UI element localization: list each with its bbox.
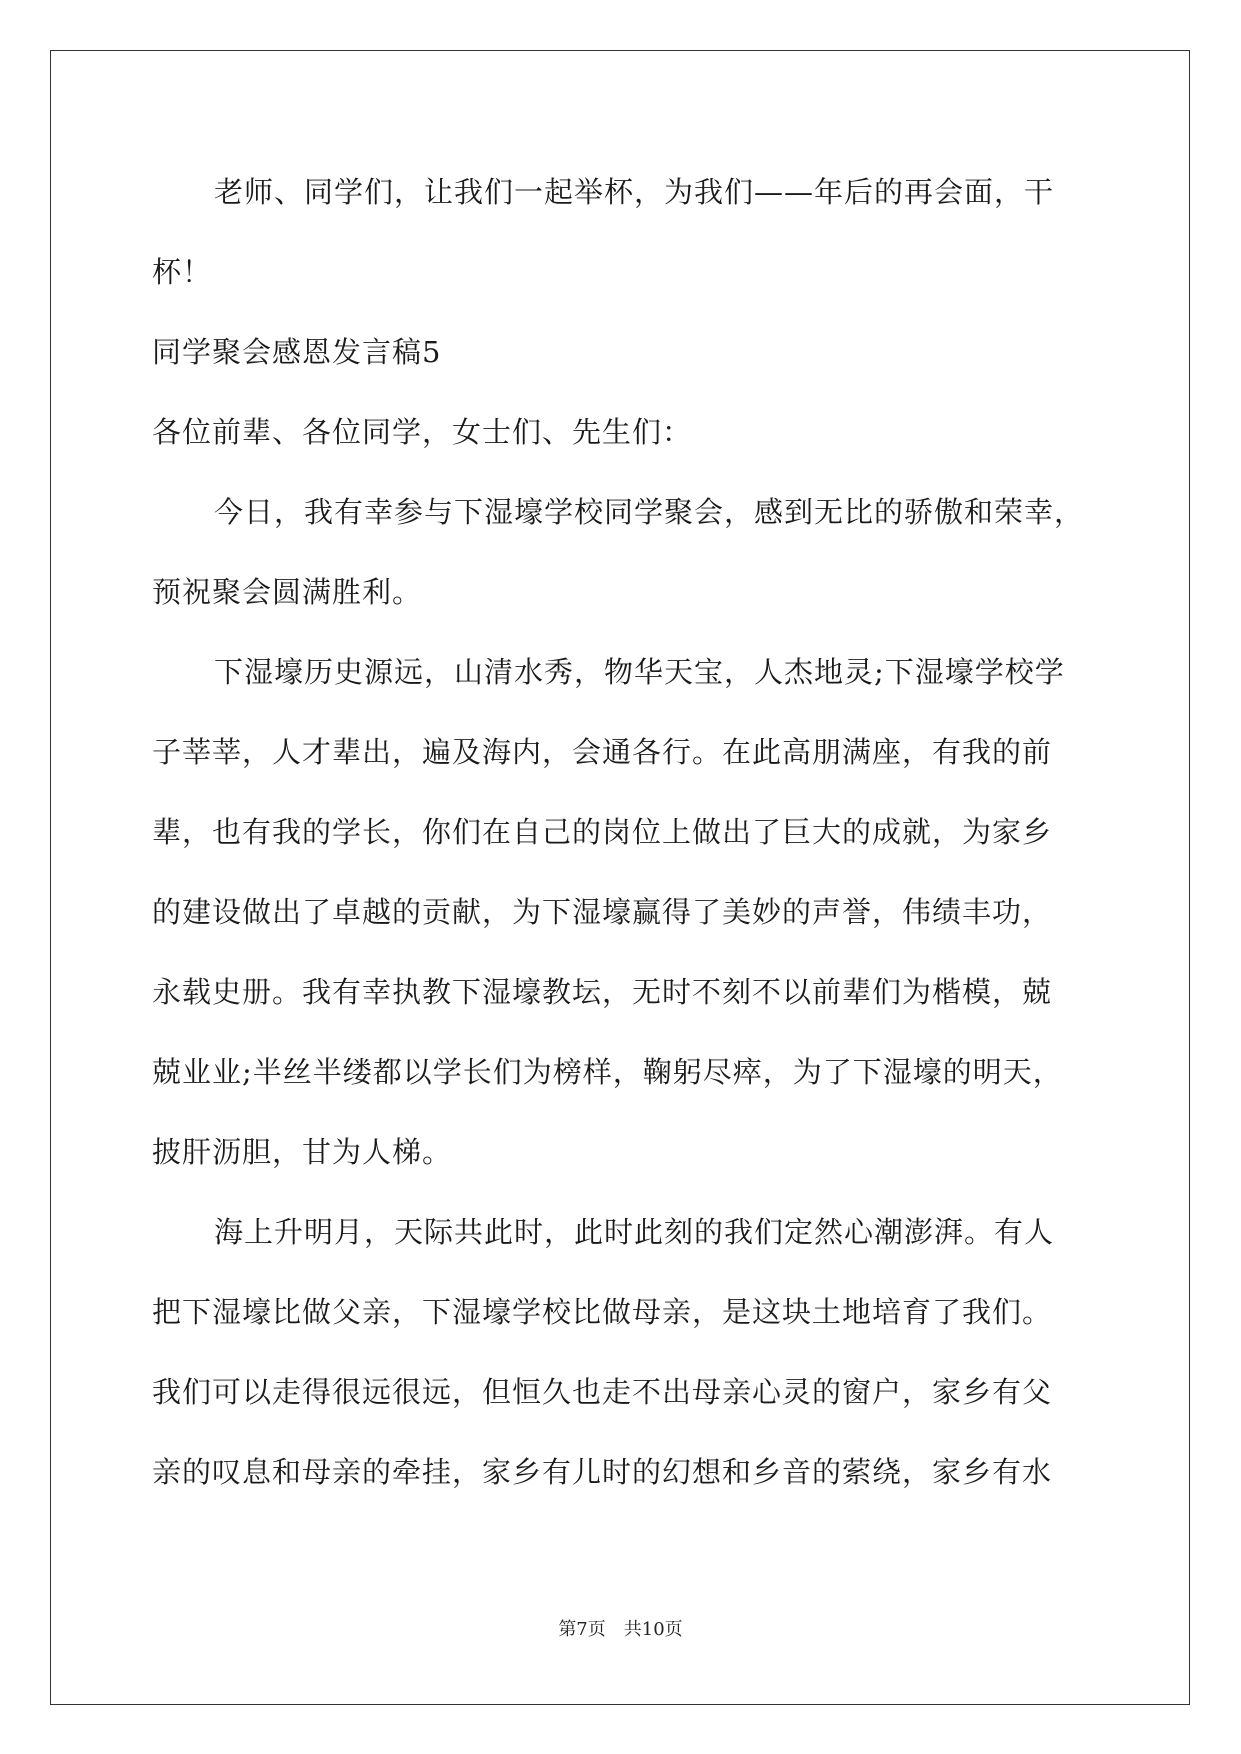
paragraph-line: 披肝沥胆，甘为人梯。 — [152, 1135, 453, 1169]
paragraph-line: 辈，也有我的学长，你们在自己的岗位上做出了巨大的成就，为家乡 — [152, 815, 1053, 849]
paragraph-line: 亲的叹息和母亲的牵挂，家乡有儿时的幻想和乡音的萦绕，家乡有水 — [152, 1455, 1053, 1489]
paragraph-line: 今日，我有幸参与下湿壕学校同学聚会，感到无比的骄傲和荣幸， — [214, 495, 1085, 529]
salutation-line: 各位前辈、各位同学，女士们、先生们： — [152, 415, 693, 449]
paragraph-line: 的建设做出了卓越的贡献，为下湿壕赢得了美妙的声誉，伟绩丰功， — [152, 895, 1053, 929]
paragraph-line: 杯！ — [152, 255, 213, 289]
page-number: 第7页 — [558, 1619, 606, 1640]
paragraph-line: 永载史册。我有幸执教下湿壕教坛，无时不刻不以前辈们为楷模，兢 — [152, 975, 1053, 1009]
paragraph-line: 把下湿壕比做父亲，下湿壕学校比做母亲，是这块土地培育了我们。 — [152, 1295, 1053, 1329]
paragraph-line: 我们可以走得很远很远，但恒久也走不出母亲心灵的窗户，家乡有父 — [152, 1375, 1053, 1409]
paragraph-line: 预祝聚会圆满胜利。 — [152, 575, 423, 609]
paragraph-line: 海上升明月，天际共此时，此时此刻的我们定然心潮澎湃。有人 — [214, 1215, 1055, 1249]
paragraph-line: 下湿壕历史源远，山清水秀，物华天宝，人杰地灵;下湿壕学校学 — [214, 655, 1065, 689]
paragraph-line: 老师、同学们，让我们一起举杯，为我们——年后的再会面，干 — [214, 175, 1055, 209]
paragraph-line: 兢业业;半丝半缕都以学长们为榜样，鞠躬尽瘁，为了下湿壕的明天， — [152, 1055, 1063, 1089]
section-heading: 同学聚会感恩发言稿5 — [152, 335, 442, 369]
paragraph-line: 子莘莘，人才辈出，遍及海内，会通各行。在此高朋满座，有我的前 — [152, 735, 1053, 769]
page-footer — [0, 1618, 1241, 1642]
page-total: 共10页 — [623, 1619, 683, 1640]
